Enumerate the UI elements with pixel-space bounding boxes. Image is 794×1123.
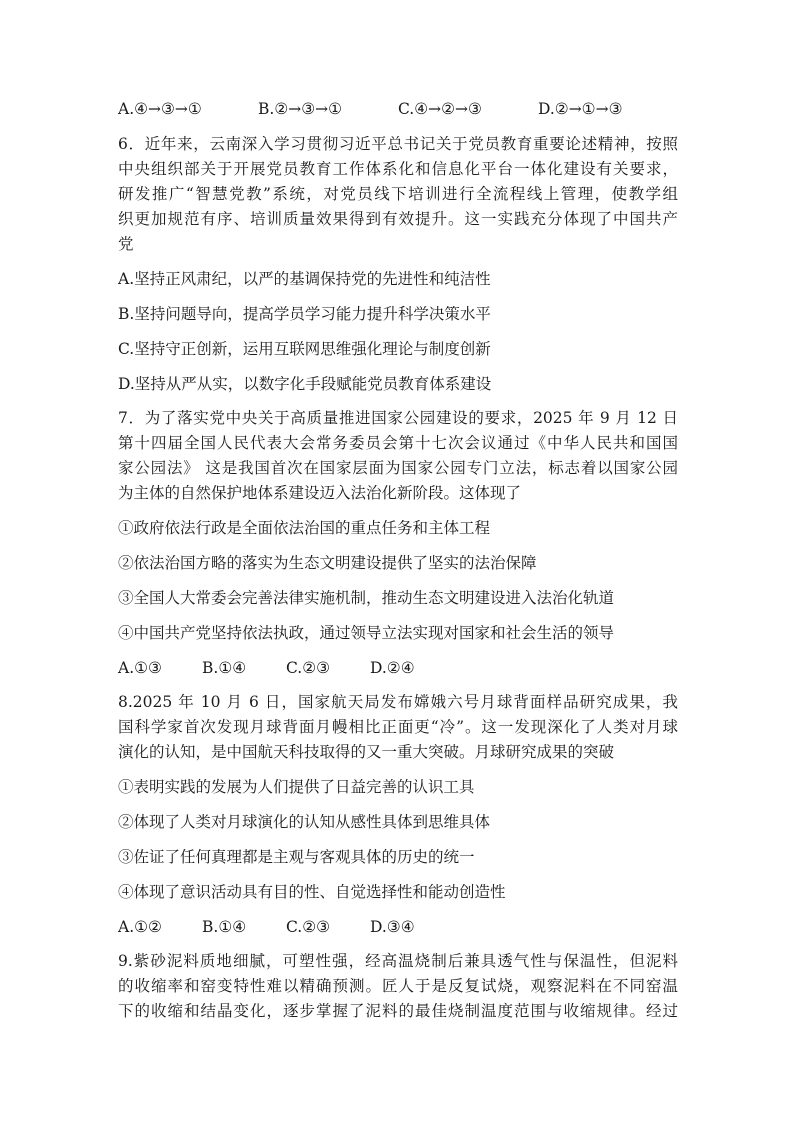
q7-statement: ①政府依法行政是全面依法治国的重点任务和主体工程 bbox=[118, 519, 491, 537]
q6-option-c: C.坚持守正创新，运用互联网思维强化理论与制度创新 bbox=[118, 340, 491, 358]
q7-statement: ④中国共产党坚持依法执政，通过领导立法实现对国家和社会生活的领导 bbox=[118, 624, 615, 642]
q8-stem-line: 8.2025 年 10 月 6 日，国家航天局发布嫦娥六号月球背面样品研究成果，我 bbox=[118, 693, 678, 711]
q8-statement: ③佐证了任何真理都是主观与客观具体的历史的统一 bbox=[118, 848, 475, 866]
q7-option-c: C.②③ bbox=[286, 659, 331, 677]
q6-option-a: A.坚持正风肃纪，以严的基调保持党的先进性和纯洁性 bbox=[118, 270, 491, 288]
q6-option-d: D.坚持从严从实，以数字化手段赋能党员教育体系建设 bbox=[118, 375, 492, 393]
q7-statement: ③全国人大常委会完善法律实施机制，推动生态文明建设进入法治化轨道 bbox=[118, 589, 615, 607]
q8-option-d: D.③④ bbox=[370, 918, 415, 936]
q7-option-b: B.①④ bbox=[202, 659, 247, 677]
q6-stem-line: 6．近年来，云南深入学习贯彻习近平总书记关于党员教育重要论述精神，按照 bbox=[118, 135, 678, 153]
q8-option-c: C.②③ bbox=[286, 918, 331, 936]
q7-option-a: A.①③ bbox=[118, 659, 162, 677]
q7-option-d: D.②④ bbox=[370, 659, 415, 677]
q8-statement: ①表明实践的发展为人们提供了日益完善的认识工具 bbox=[118, 778, 475, 796]
q5-option-b: B.②→③→① bbox=[258, 100, 342, 118]
q6-stem-line: 中央组织部关于开展党员教育工作体系化和信息化平台一体化建设有关要求， bbox=[118, 160, 678, 178]
q7-stem-line: 7．为了落实党中央关于高质量推进国家公园建设的要求，2025 年 9 月 12 日 bbox=[118, 409, 678, 427]
q7-stem-line: 家公园法》 这是我国首次在国家层面为国家公园专门立法，标志着以国家公园 bbox=[118, 459, 678, 477]
q5-option-c: C.④→②→③ bbox=[398, 100, 482, 118]
q5-option-d: D.②→①→③ bbox=[538, 100, 623, 118]
q5-option-a: A.④→③→① bbox=[118, 100, 202, 118]
q6-stem-line: 研发推广“智慧党教”系统，对党员线下培训进行全流程线上管理，使教学组 bbox=[118, 185, 678, 203]
q8-statement: ②体现了人类对月球演化的认知从感性具体到思维具体 bbox=[118, 813, 491, 831]
q9-stem-line: 9.紫砂泥料质地细腻，可塑性强，经高温烧制后兼具透气性与保温性，但泥料 bbox=[118, 952, 678, 970]
q8-option-b: B.①④ bbox=[202, 918, 247, 936]
q8-statement: ④体现了意识活动具有目的性、自觉选择性和能动创造性 bbox=[118, 883, 506, 901]
q9-stem-line: 下的收缩和结晶变化，逐步掌握了泥料的最佳烧制温度范围与收缩规律。经过 bbox=[118, 1002, 678, 1020]
q6-option-b: B.坚持问题导向，提高学员学习能力提升科学决策水平 bbox=[118, 305, 491, 323]
q7-statement: ②依法治国方略的落实为生态文明建设提供了坚实的法治保障 bbox=[118, 554, 537, 572]
q8-option-a: A.①② bbox=[118, 918, 162, 936]
q7-stem-line: 为主体的自然保护地体系建设迈入法治化新阶段。这体现了 bbox=[118, 484, 522, 502]
q9-stem-line: 的收缩率和窑变特性难以精确预测。匠人于是反复试烧，观察泥料在不同窑温 bbox=[118, 977, 678, 995]
q6-stem-line: 织更加规范有序、培训质量效果得到有效提升。这一实践充分体现了中国共产 bbox=[118, 210, 678, 228]
q8-stem-line: 国科学家首次发现月球背面月幔相比正面更“冷”。这一发现深化了人类对月球 bbox=[118, 718, 678, 736]
q7-stem-line: 第十四届全国人民代表大会常务委员会第十七次会议通过《中华人民共和国国 bbox=[118, 434, 678, 452]
q8-stem-line: 演化的认知，是中国航天科技取得的又一重大突破。月球研究成果的突破 bbox=[118, 743, 615, 761]
q6-stem-line: 党 bbox=[118, 235, 134, 253]
